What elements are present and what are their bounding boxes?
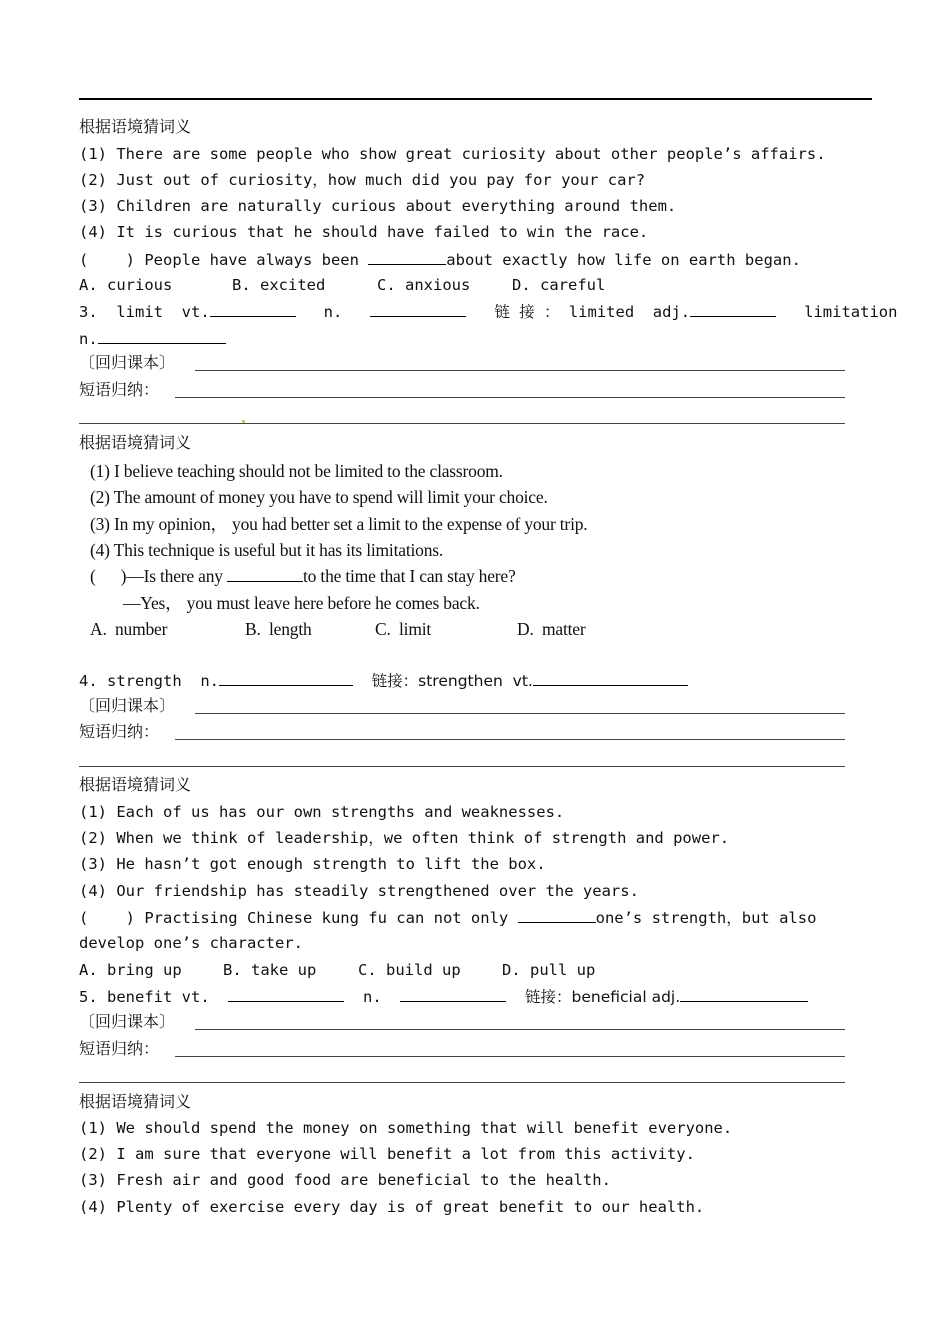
answer-blank[interactable]: [370, 301, 466, 317]
phrase-label: 短语归纳：: [79, 1039, 160, 1058]
question-text: —Yes， you must leave here before he comes back.: [123, 593, 480, 613]
example-sentence: (4) This technique is useful but it has its limitations.: [90, 540, 444, 560]
example-sentence: (1) Each of us has our own strengths and weaknesses.: [79, 803, 565, 821]
answer-line[interactable]: [195, 713, 845, 714]
answer-line[interactable]: [79, 766, 845, 767]
word-entry: [79, 670, 688, 691]
option-c[interactable]: C. limit: [375, 619, 432, 639]
example-sentence: (3) In my opinion， you had better set a limit to the expense of your trip.: [90, 514, 588, 534]
answer-blank[interactable]: [228, 986, 344, 1002]
choice-question: [79, 249, 801, 270]
option-d[interactable]: D. careful: [512, 276, 606, 294]
option-a[interactable]: A. bring up: [79, 961, 182, 979]
answer-line[interactable]: [79, 423, 845, 424]
option-d[interactable]: D. matter: [517, 619, 586, 639]
textbook-label: 〔回归课本〕: [79, 696, 176, 715]
question-text: to the time that I can stay here?: [303, 566, 516, 586]
answer-blank[interactable]: [227, 566, 303, 582]
example-sentence: (2) Just out of curiosity，how much did you pay for your car?: [79, 171, 646, 189]
header-rule: [79, 98, 872, 100]
word-entry: [79, 986, 808, 1007]
textbook-label: 〔回归课本〕: [79, 353, 176, 372]
example-sentence: (3) Children are naturally curious about everything around them.: [79, 197, 677, 215]
word-label: 链接：strengthen vt.: [371, 672, 533, 690]
answer-options: [90, 619, 585, 639]
example-sentence: (2) The amount of money you have to spend will limit your choice.: [90, 487, 548, 507]
question-text: ( ) Practising Chinese kung fu can not only: [79, 909, 518, 927]
word-label: n.: [323, 303, 343, 321]
example-sentence: (1) There are some people who show great curiosity about other people’s affairs.: [79, 145, 826, 163]
option-a[interactable]: A. number: [90, 619, 168, 639]
option-a[interactable]: A. curious: [79, 276, 173, 294]
example-sentence: (2) I am sure that everyone will benefit a lot from this activity.: [79, 1145, 695, 1163]
textbook-label: 〔回归课本〕: [79, 1012, 176, 1031]
option-d[interactable]: D. pull up: [502, 961, 596, 979]
answer-blank[interactable]: [533, 670, 688, 686]
answer-blank[interactable]: [518, 907, 596, 923]
scan-speck: [242, 420, 245, 423]
choice-question: [90, 566, 516, 586]
phrase-row: [79, 1039, 872, 1059]
example-sentence: (2) When we think of leadership，we often think of strength and power.: [79, 829, 730, 847]
section-heading: 根据语境猜词义: [79, 1092, 192, 1111]
word-entry: [79, 328, 226, 349]
section-heading: 根据语境猜词义: [79, 433, 192, 452]
answer-line[interactable]: [195, 1029, 845, 1030]
phrase-row: [79, 722, 872, 742]
textbook-row: [79, 353, 872, 373]
answer-blank[interactable]: [98, 328, 226, 344]
answer-line[interactable]: [175, 739, 845, 740]
section-heading: 根据语境猜词义: [79, 775, 192, 794]
question-text: one’s strength，but also: [595, 909, 817, 927]
choice-question: [79, 907, 816, 928]
phrase-row: [79, 380, 872, 400]
word-label: 链 接 ： limited adj.: [494, 303, 691, 321]
option-b[interactable]: B. take up: [223, 961, 317, 979]
answer-blank[interactable]: [368, 249, 446, 265]
word-label: 4. strength n.: [79, 672, 219, 690]
textbook-row: [79, 1012, 872, 1032]
example-sentence: (1) I believe teaching should not be limited to the classroom.: [90, 461, 503, 481]
example-sentence: (1) We should spend the money on something that will benefit everyone.: [79, 1119, 733, 1137]
word-label: 链接：beneficial adj.: [525, 988, 681, 1006]
answer-line[interactable]: [195, 370, 845, 371]
option-b[interactable]: B. excited: [232, 276, 326, 294]
answer-line[interactable]: [79, 1082, 845, 1083]
answer-line[interactable]: [175, 397, 845, 398]
answer-blank[interactable]: [690, 301, 776, 317]
answer-line[interactable]: [175, 1056, 845, 1057]
answer-options: [79, 275, 605, 295]
answer-blank[interactable]: [219, 670, 353, 686]
phrase-label: 短语归纳：: [79, 380, 160, 399]
answer-options: [79, 960, 595, 980]
word-label: 5. benefit vt.: [79, 988, 210, 1006]
answer-blank[interactable]: [400, 986, 506, 1002]
phrase-label: 短语归纳：: [79, 722, 160, 741]
example-sentence: (3) He hasn’t got enough strength to lift the box.: [79, 855, 546, 873]
section-heading: 根据语境猜词义: [79, 117, 192, 136]
option-b[interactable]: B. length: [245, 619, 312, 639]
question-text: about exactly how life on earth began.: [446, 251, 801, 269]
word-label: n.: [363, 988, 382, 1006]
example-sentence: (4) It is curious that he should have failed to win the race.: [79, 223, 649, 241]
question-text: ( ) People have always been: [79, 251, 369, 269]
word-label: n.: [79, 330, 98, 348]
question-text: ( )—Is there any: [90, 566, 228, 586]
example-sentence: (3) Fresh air and good food are beneficial to the health.: [79, 1171, 611, 1189]
example-sentence: (4) Our friendship has steadily strengthened over the years.: [79, 882, 639, 900]
word-label: limitation: [804, 303, 898, 321]
word-entry: [79, 301, 897, 322]
example-sentence: (4) Plenty of exercise every day is of great benefit to our health.: [79, 1198, 705, 1216]
option-c[interactable]: C. anxious: [377, 276, 471, 294]
question-text: develop one’s character.: [79, 934, 303, 952]
option-c[interactable]: C. build up: [358, 961, 461, 979]
answer-blank[interactable]: [210, 301, 296, 317]
word-label: 3. limit vt.: [79, 303, 210, 321]
textbook-row: [79, 696, 872, 716]
answer-blank[interactable]: [680, 986, 808, 1002]
